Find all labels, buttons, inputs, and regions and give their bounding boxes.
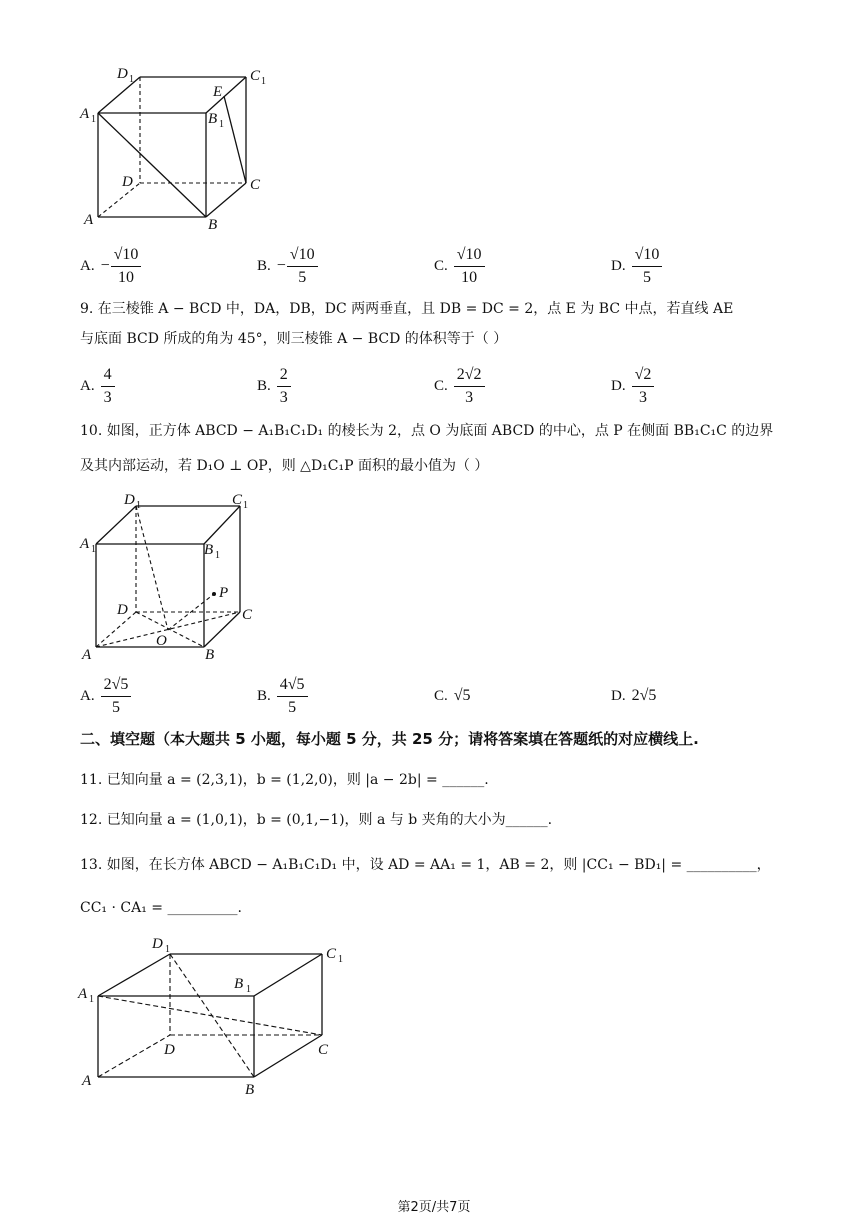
choice-label: C. [434,257,448,274]
svg-text:1: 1 [261,76,266,87]
fraction-denominator: 3 [638,388,647,406]
fraction-denominator: 3 [465,388,474,406]
label-E: E [213,84,223,100]
q13-line-2: CC₁ · CA₁ = __________. [80,900,242,916]
q8-cube-figure [0,0,868,240]
choice-label: A. [80,377,95,394]
svg-text:1: 1 [243,500,248,511]
q9-choices [80,360,840,412]
label-B: B [208,217,218,233]
label-D1: D [117,66,128,82]
choice-label: C. [434,377,448,394]
svg-text:1: 1 [338,954,343,965]
q11: 11. 已知向量 a = (2,3,1)，b = (1,2,0)，则 |a − 2b| = ______. [80,772,489,788]
label-B: B [205,647,215,663]
q10-choice-d[interactable] [611,670,656,722]
q9-line-2: 与底面 BCD 所成的角为 45°，则三棱锥 A − BCD 的体积等于（ ） [80,331,508,347]
choice-sign: − [100,257,110,274]
choice-label: B. [257,257,271,274]
label-A1: A [80,536,90,552]
q10-choice-a[interactable] [80,670,131,722]
svg-text:1: 1 [219,119,224,130]
choice-label: D. [611,687,626,704]
label-A1: A [78,986,88,1002]
choice-label: D. [611,377,626,394]
label-C: C [318,1042,329,1058]
label-C: C [250,177,261,193]
label-A: A [82,647,92,663]
fraction-numerator: √2 [632,364,655,387]
label-D1: D [124,492,135,508]
q8-choice-a[interactable] [80,240,141,292]
fraction-numerator: √10 [632,244,663,267]
svg-text:1: 1 [91,114,96,125]
q8-choices [80,240,840,292]
label-O: O [156,633,167,649]
q9-choice-b[interactable] [257,360,291,412]
q13-line-1: 13. 如图，在长方体 ABCD − A₁B₁C₁D₁ 中，设 AD = AA₁ = 1，AB = 2，则 |CC₁ − BD₁| = __________， [80,857,771,873]
page-footer: 第2页/共7页 [397,1200,471,1215]
fraction-numerator: 4√5 [277,674,308,697]
q9-choice-a[interactable] [80,360,115,412]
fraction-numerator: 2√5 [101,674,132,697]
q12: 12. 已知向量 a = (1,0,1)，b = (0,1,−1)，则 a 与 b 夹角的大小为______. [80,812,553,828]
label-A: A [84,212,94,228]
q8-choice-b[interactable] [257,240,318,292]
fraction-denominator: 3 [279,388,288,406]
svg-text:1: 1 [136,500,141,511]
fraction-numerator: √10 [454,244,485,267]
choice-label: D. [611,257,626,274]
q10-cube-figure [0,480,868,670]
q10-line-2: 及其内部运动，若 D₁O ⊥ OP，则 △D₁C₁P 面积的最小值为（ ） [80,458,489,474]
q10-choice-b[interactable] [257,670,308,722]
fraction-numerator: 2√2 [454,364,485,387]
choice-label: A. [80,687,95,704]
fraction-denominator: 10 [118,268,135,286]
label-D: D [117,602,128,618]
choice-value: 2√5 [631,687,657,704]
label-C: C [242,607,253,623]
q10-choice-c[interactable] [434,670,471,722]
section-heading: 二、填空题（本大题共 5 小题，每小题 5 分，共 25 分；请将答案填在答题纸的对应横线上. [80,730,699,748]
fraction-numerator: 2 [277,364,291,387]
label-B: B [245,1082,255,1098]
label-D1: D [152,936,163,952]
svg-text:1: 1 [215,550,220,561]
q8-choice-c[interactable] [434,240,485,292]
choice-label: B. [257,687,271,704]
label-D: D [122,174,133,190]
svg-text:1: 1 [165,944,170,955]
label-P: P [219,585,229,601]
label-D: D [164,1042,175,1058]
svg-text:1: 1 [91,544,96,555]
fraction-denominator: 5 [298,268,307,286]
choice-label: C. [434,687,448,704]
svg-text:1: 1 [129,74,134,85]
choice-label: A. [80,257,95,274]
q9-choice-d[interactable] [611,360,654,412]
choice-sign: − [276,257,286,274]
label-C1: C [326,946,337,962]
q13-cuboid-figure [0,930,868,1100]
label-A: A [82,1073,92,1089]
label-B1: B [204,542,214,558]
fraction-numerator: 4 [101,364,115,387]
q10-line-1: 10. 如图，正方体 ABCD − A₁B₁C₁D₁ 的棱长为 2，点 O 为底面 ABCD 的中心，点 P 在侧面 BB₁C₁C 的边界 [80,423,774,439]
label-A1: A [80,106,90,122]
q9-choice-c[interactable] [434,360,485,412]
q9-line-1: 9. 在三棱锥 A − BCD 中，DA，DB，DC 两两垂直，且 DB = DC = 2，点 E 为 BC 中点，若直线 AE [80,301,734,317]
choice-label: B. [257,377,271,394]
q10-choices [80,670,840,722]
label-C1: C [250,68,261,84]
svg-text:1: 1 [246,984,251,995]
label-C1: C [232,492,243,508]
q8-choice-d[interactable] [611,240,662,292]
fraction-denominator: 5 [288,698,297,716]
svg-text:1: 1 [89,994,94,1005]
fraction-denominator: 10 [461,268,478,286]
label-B1: B [234,976,244,992]
fraction-numerator: √10 [111,244,142,267]
fraction-denominator: 3 [103,388,112,406]
choice-value: √5 [453,687,471,704]
fraction-denominator: 5 [111,698,120,716]
label-B1: B [208,111,218,127]
fraction-numerator: √10 [287,244,318,267]
fraction-denominator: 5 [642,268,651,286]
